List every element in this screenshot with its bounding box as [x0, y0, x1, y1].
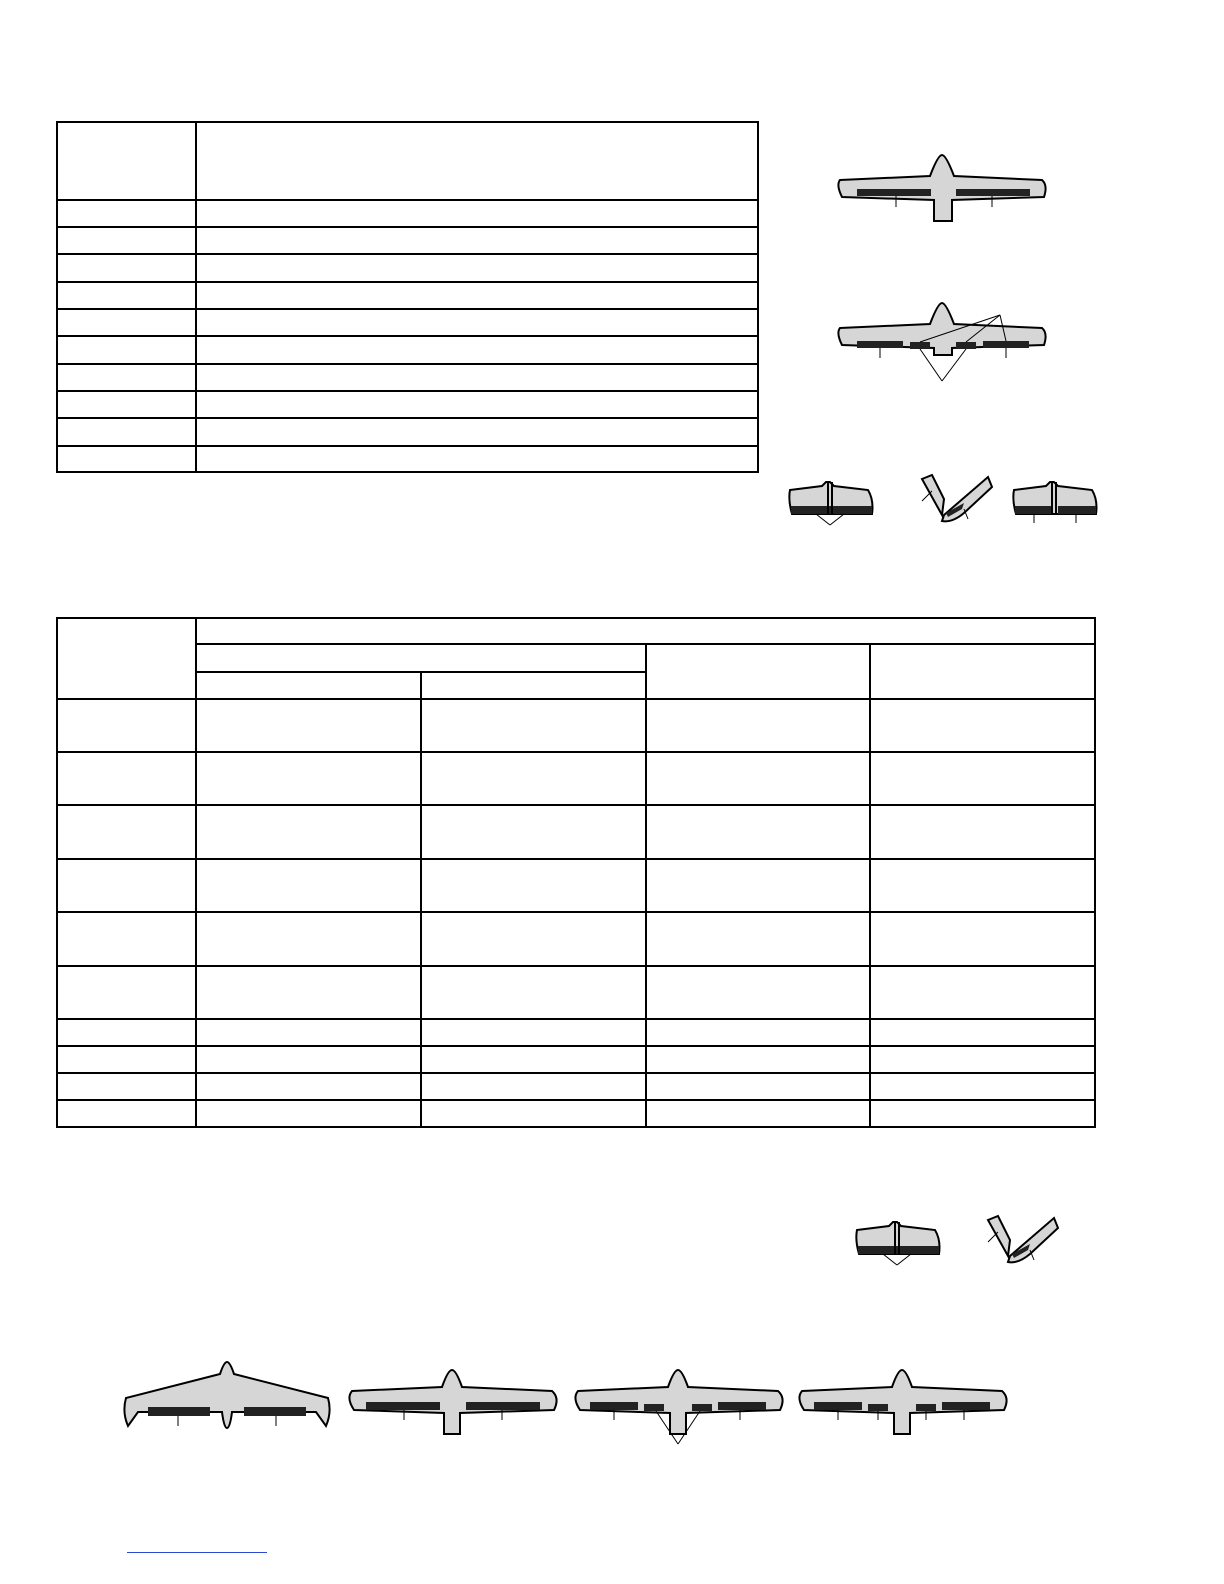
wing-2-aileron-2-flap-diagram: [830, 303, 1055, 393]
v-tail-diagram: [918, 473, 996, 528]
wing-4-surface-bottom-diagram: [792, 1368, 1017, 1436]
v-tail-small-diagram: [984, 1214, 1062, 1269]
wing-aileron-flap-bottom-diagram: [568, 1368, 793, 1448]
tail-elevator-diagram: [786, 478, 878, 528]
wing-2-aileron-bottom-diagram: [342, 1368, 567, 1436]
flying-wing-diagram: [120, 1360, 335, 1435]
table-row: [60, 203, 192, 225]
footer-link[interactable]: [127, 1552, 267, 1553]
table2-header-top: [200, 621, 1090, 641]
wing-2-aileron-diagram: [830, 155, 1055, 225]
table-row: [200, 203, 754, 225]
tail-elevator-small-diagram: [853, 1218, 945, 1268]
table1-header-col2: [200, 125, 754, 197]
table-row: [60, 703, 192, 749]
wing-types-table: [56, 121, 759, 473]
servo-assignment-table: [56, 617, 1096, 1128]
table2-header-group: [200, 647, 640, 669]
tail-2-elevator-diagram: [1010, 478, 1102, 528]
table1-header-col1: [60, 125, 192, 197]
